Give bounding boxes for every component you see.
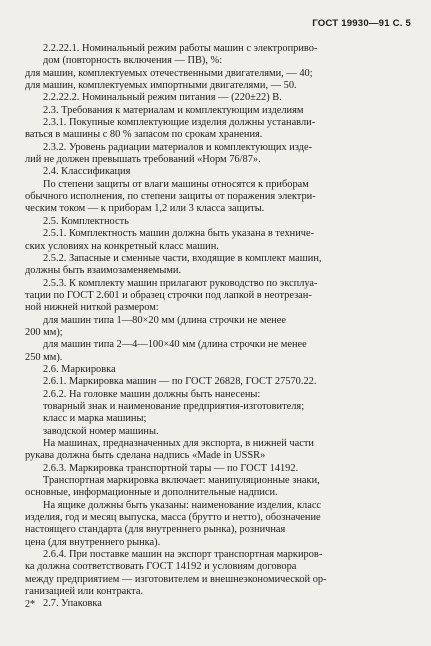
text-line: ной нижней ниткой размером: bbox=[25, 302, 159, 314]
text-line: 2.6.4. При поставке машин на экспорт транспортная маркиров- bbox=[43, 549, 323, 561]
text-line: 2.3.2. Уровень радиации материалов и комплектующих изде- bbox=[43, 141, 313, 153]
text-line: тации по ГОСТ 2.601 и образец строчки под лапкой в неотрезан- bbox=[25, 289, 312, 301]
text-line: для машин типа 1—80×20 мм (длина строчки не менее bbox=[43, 314, 286, 326]
text-line: На машинах, предназначенных для экспорта, в нижней части bbox=[43, 438, 314, 449]
text-line: 2.5.3. К комплекту машин прилагают руководство по эксплуа- bbox=[43, 277, 318, 289]
text-line: 2.2.22.1. Номинальный режим работы машин с электроприво- bbox=[43, 43, 318, 54]
text-line: 2.5. Комплектность bbox=[43, 215, 129, 227]
page-header: ГОСТ 19930—91 С. 5 bbox=[312, 18, 411, 29]
text-line: для машин, комплектуемых импортными двигателями, — 50. bbox=[25, 80, 297, 92]
text-line: 2.4. Классификация bbox=[43, 166, 131, 178]
text-line: дом (повторность включения — ПВ), %: bbox=[43, 55, 223, 67]
text-line: между предприятием — изготовителем и внешнеэкономической ор- bbox=[25, 573, 327, 585]
text-line: 2.5.1. Комплектность машин должна быть указана в техниче- bbox=[43, 228, 315, 240]
text-line: 2.6. Маркировка bbox=[43, 363, 116, 375]
text-line: 2.6.1. Маркировка машин — по ГОСТ 26828, ГОСТ 27570.22. bbox=[43, 376, 317, 388]
text-line: На ящике должны быть указаны: наименование изделия, класс bbox=[43, 499, 322, 511]
text-line: 2.6.3. Маркировка транспортной тары — по ГОСТ 14192. bbox=[43, 462, 299, 474]
text-line: 2.3. Требования к материалам и комплектующим изделиям bbox=[43, 104, 304, 116]
text-line: рукава должна быть сделана надпись «Made in USSR» bbox=[25, 450, 266, 462]
text-line: для машин типа 2—4—100×40 мм (длина строчки не менее bbox=[43, 339, 307, 351]
text-line: 250 мм). bbox=[25, 351, 63, 363]
text-line: основные, информационные и дополнительные надписи. bbox=[25, 487, 278, 499]
text-line: 2.6.2. На головке машин должны быть нанесены: bbox=[43, 388, 261, 400]
text-line: 200 мм); bbox=[25, 326, 63, 338]
text-line: ваться в машины с 80 % запасом по срокам хранения. bbox=[25, 129, 263, 141]
text-line: Транспортная маркировка включает: манипуляционные знаки, bbox=[43, 475, 320, 487]
text-line: 2.7. Упаковка bbox=[43, 598, 102, 610]
text-line: 2.2.22.2. Номинальный режим питания — (220±22) В. bbox=[43, 92, 282, 104]
text-line: цена (для внутреннего рынка). bbox=[25, 536, 161, 548]
text-line: настоящего стандарта (для внутреннего рынка), розничная bbox=[25, 524, 286, 536]
text-line: ческим током — к приборам 1,2 или 3 класса защиты. bbox=[25, 203, 265, 215]
text-line: 2.3.1. Покупные комплектующие изделия должны устанавли- bbox=[43, 117, 316, 129]
text-line: товарный знак и наименование предприятия-изготовителя; bbox=[43, 400, 305, 412]
text-line: ганизацией или контракта. bbox=[25, 586, 144, 598]
text-line: ских условиях на конкретный класс машин. bbox=[25, 240, 219, 252]
document-body bbox=[25, 43, 411, 611]
text-line: класс и марка машины; bbox=[43, 413, 147, 425]
text-line: лий не должен превышать требований «Норм 76/87». bbox=[25, 154, 261, 166]
page-footer-signature: 2* bbox=[25, 599, 35, 610]
text-line: обычного исполнения, по степени защиты от поражения электри- bbox=[25, 191, 316, 203]
text-line: ка должна соответствовать ГОСТ 14192 и условиям договора bbox=[25, 561, 297, 573]
text-line: 2.5.2. Запасные и сменные части, входящие в комплект машин, bbox=[43, 252, 322, 264]
text-line: должны быть взаимозаменяемыми. bbox=[25, 265, 182, 277]
text-line: изделия, год и месяц выпуска, масса (брутто и нетто), обозначение bbox=[25, 512, 321, 524]
text-line: По степени защиты от влаги машины относятся к приборам bbox=[43, 178, 309, 190]
text-line: заводской номер машины. bbox=[43, 425, 159, 437]
text-line: для машин, комплектуемых отечественными двигателями, — 40; bbox=[25, 67, 313, 79]
